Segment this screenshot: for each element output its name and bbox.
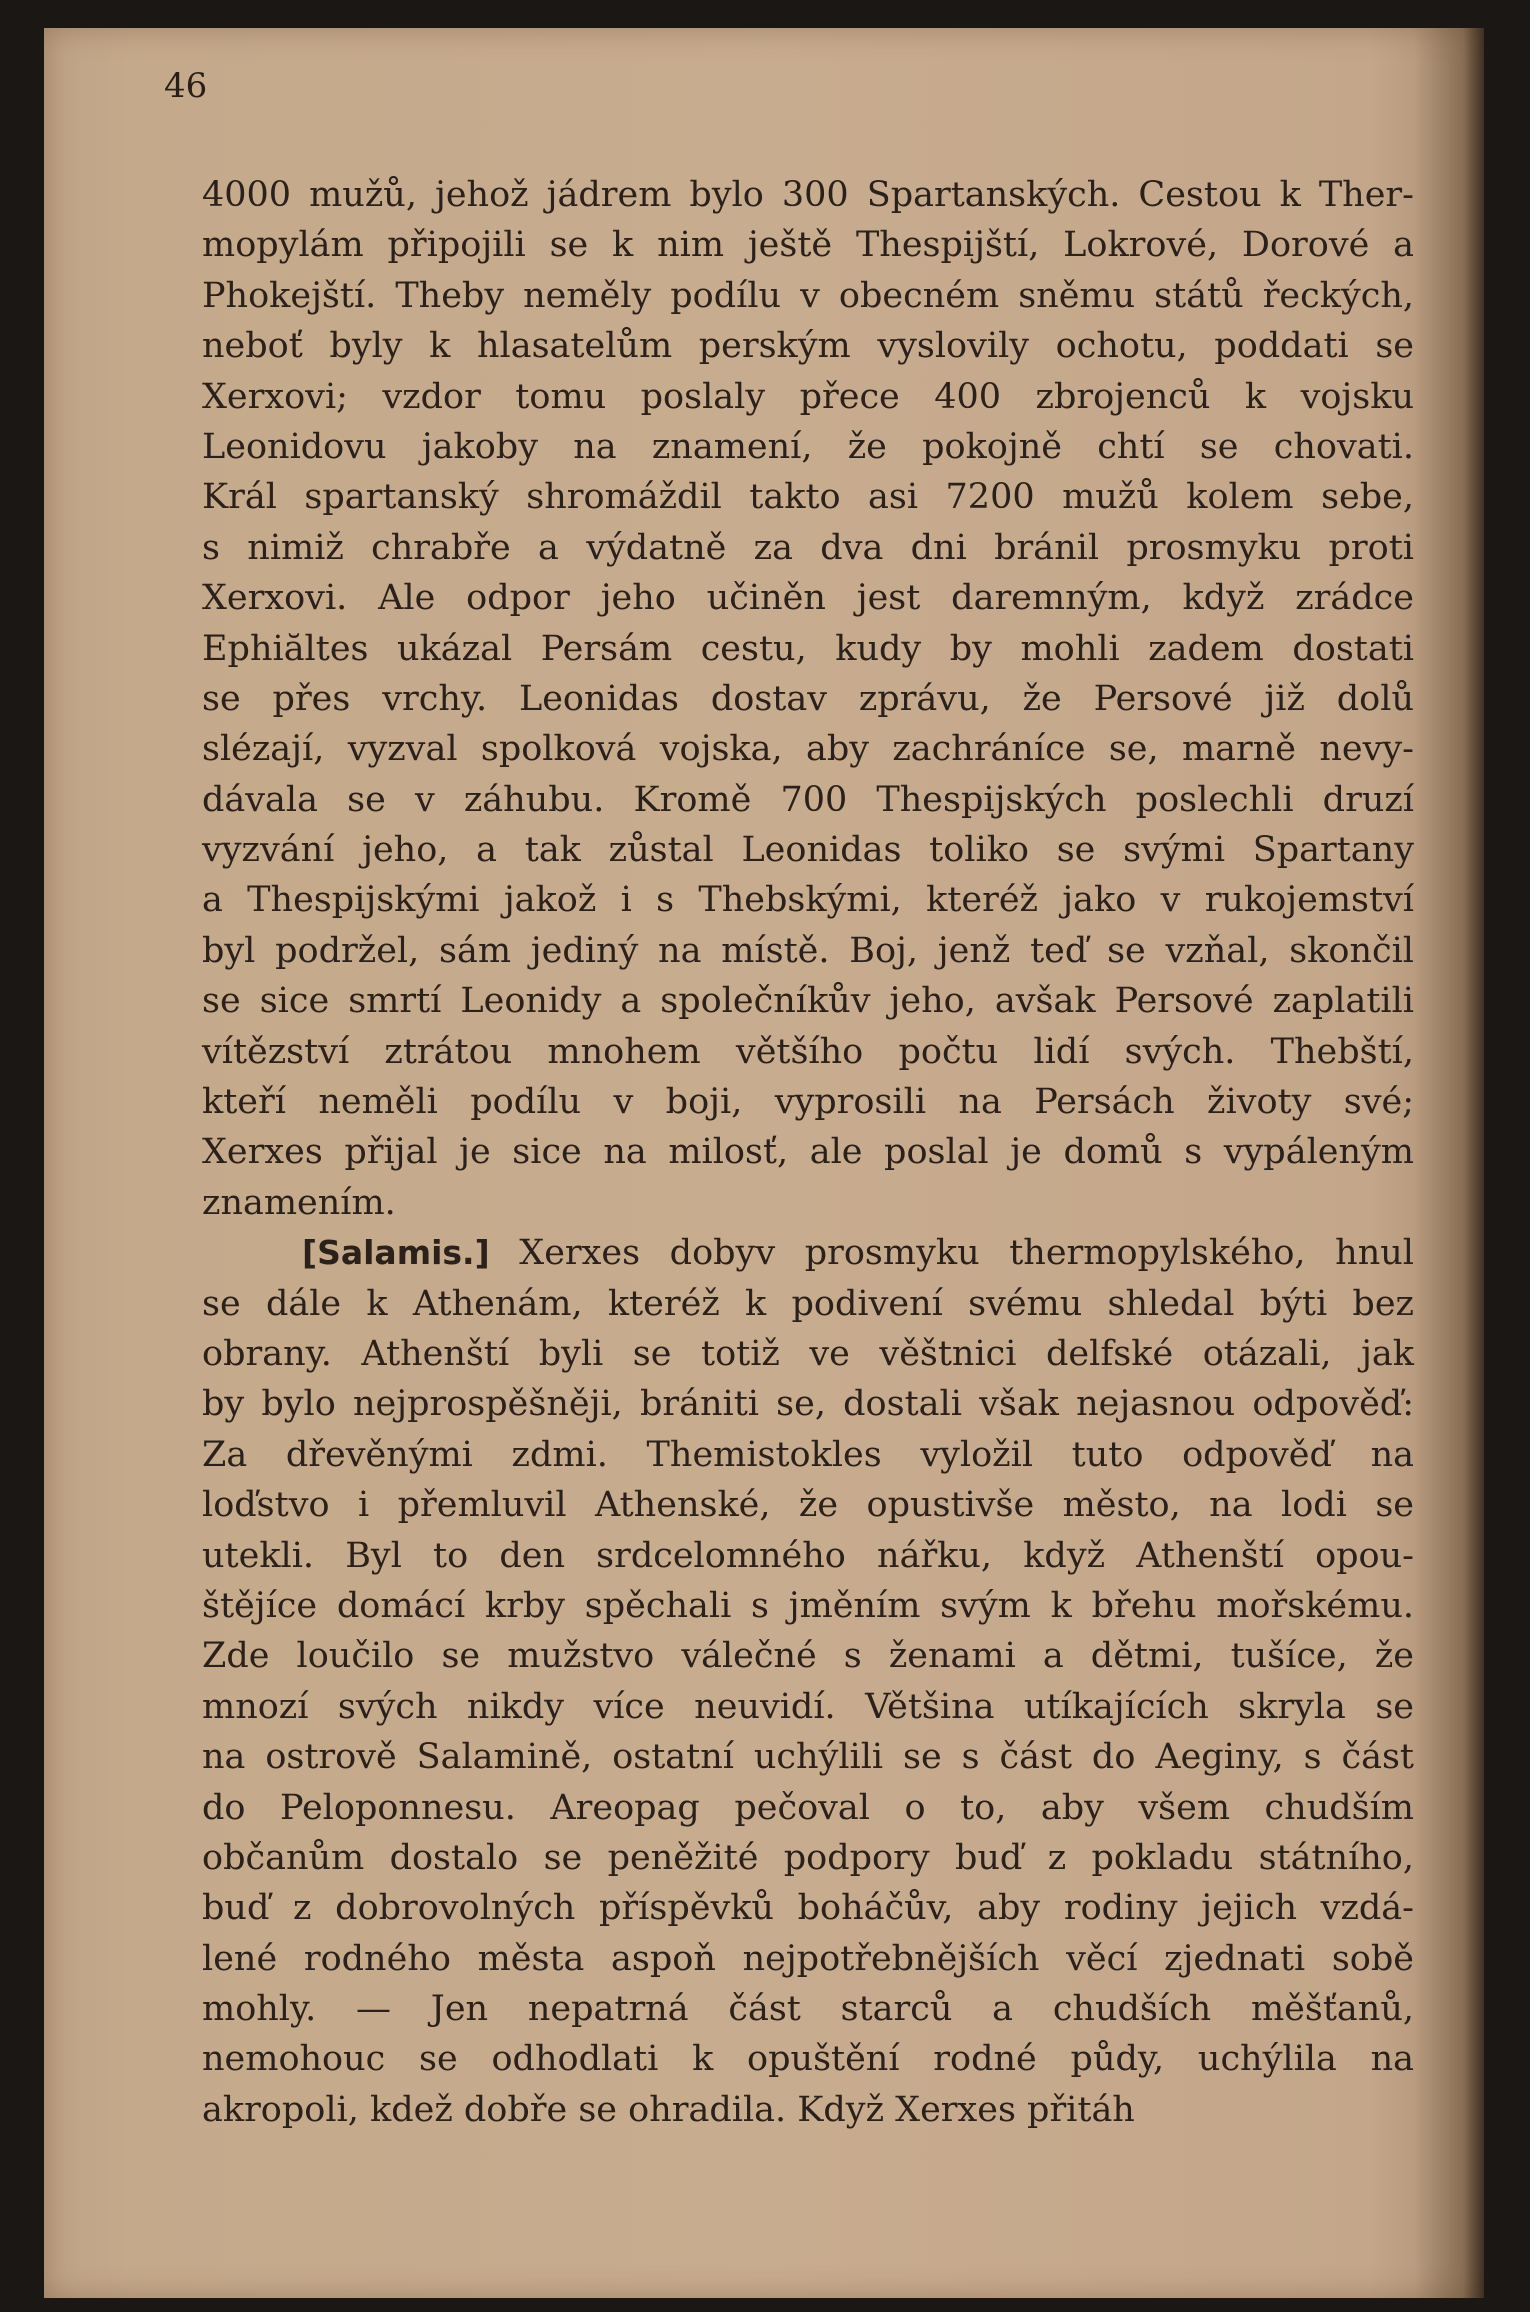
text-line: se dále k Athenám, kteréž k podivení svému shledal býti bez	[202, 1283, 1414, 1324]
text-line: Xerxovi. Ale odpor jeho učiněn jest daremným, když zrádce	[202, 578, 1414, 619]
text-line: Leonidovu jakoby na znamení, že pokojně chtí se chovati.	[202, 426, 1414, 467]
text-line: a Thespijskými jakož i s Thebskými, kteréž jako v rukojemství	[202, 880, 1414, 921]
paragraph-thermopylae	[202, 170, 1414, 1228]
text-line: mnozí svých nikdy více neuvidí. Většina utíkajících skryla se	[202, 1686, 1414, 1727]
text-line: Zde loučilo se mužstvo válečné s ženami a dětmi, tušíce, že	[202, 1636, 1414, 1677]
text-line: vyzvání jeho, a tak zůstal Leonidas toliko se svými Spartany	[202, 830, 1414, 871]
text-line: neboť byly k hlasatelům perským vyslovily ochotu, poddati se	[202, 326, 1414, 367]
text-line: Za dřevěnými zdmi. Themistokles vyložil tuto odpověď na	[202, 1434, 1414, 1475]
text-line: Xerxovi; vzdor tomu poslaly přece 400 zbrojenců k vojsku	[202, 376, 1414, 417]
text-line: nemohouc se odhodlati k opuštění rodné půdy, uchýlila na	[202, 2039, 1414, 2080]
text-line: buď z dobrovolných příspěvků boháčův, aby rodiny jejich vzdá-	[202, 1888, 1414, 1929]
text-line: mopylám připojili se k nim ještě Thespijští, Lokrové, Dorové a	[202, 225, 1414, 266]
text-line: do Peloponnesu. Areopag pečoval o to, aby všem chudším	[202, 1787, 1414, 1828]
text-line: štějíce domácí krby spěchali s jměním svým k břehu mořskému.	[202, 1585, 1414, 1626]
text-line: s nimiž chrabře a výdatně za dva dni bránil prosmyku proti	[202, 527, 1414, 568]
text-line: občanům dostalo se peněžité podpory buď z pokladu státního,	[202, 1837, 1414, 1878]
text-line: by bylo nejprospěšněji, brániti se, dostali však nejasnou odpověď:	[202, 1384, 1414, 1425]
text-line: vítězství ztrátou mnohem většího počtu lidí svých. Thebští,	[202, 1031, 1414, 1072]
section-sidenote: [Salamis.]	[302, 1233, 490, 1273]
spine-shadow	[1414, 28, 1484, 2298]
text-line: kteří neměli podílu v boji, vyprosili na Persách životy své;	[202, 1082, 1414, 1123]
text-line: dávala se v záhubu. Kromě 700 Thespijských poslechli druzí	[202, 779, 1414, 820]
section-first-line: Xerxes dobyv prosmyku thermopylského, hnul	[519, 1233, 1414, 1274]
text-line: Xerxes přijal je sice na milosť, ale poslal je domů s vypáleným	[202, 1132, 1414, 1173]
text-line: utekli. Byl to den srdcelomného nářku, když Athenští opou-	[202, 1535, 1414, 1576]
text-line: mohly. — Jen nepatrná část starců a chudších měšťanů,	[202, 1989, 1414, 2030]
text-line: loďstvo i přemluvil Athenské, že opustivše město, na lodi se	[202, 1485, 1414, 1526]
text-line: Král spartanský shromáždil takto asi 7200 mužů kolem sebe,	[202, 477, 1414, 518]
page-number: 46	[164, 66, 208, 106]
text-line: akropoli, kdež dobře se ohradila. Když Xerxes přitáh	[202, 2089, 1135, 2130]
text-line: obrany. Athenští byli se totiž ve věštnici delfské otázali, jak	[202, 1333, 1414, 1374]
text-line: slézají, vyzval spolková vojska, aby zachráníce se, marně nevy-	[202, 729, 1414, 770]
text-line: Ephiăltes ukázal Persám cestu, kudy by mohli zadem dostati	[202, 628, 1414, 669]
text-line	[202, 1228, 1414, 1278]
text-line: na ostrově Salamině, ostatní uchýlili se s část do Aeginy, s část	[202, 1737, 1414, 1778]
text-line: se sice smrtí Leonidy a společníkův jeho, avšak Persové zaplatili	[202, 981, 1414, 1022]
text-line: se přes vrchy. Leonidas dostav zprávu, že Persové již dolů	[202, 678, 1414, 719]
text-line: znamením.	[202, 1182, 396, 1223]
paragraph-salamis	[202, 1228, 1414, 2135]
text-line: 4000 mužů, jehož jádrem bylo 300 Spartanských. Cestou k Ther-	[202, 175, 1414, 215]
text-line: lené rodného města aspoň nejpotřebnějších věcí zjednati sobě	[202, 1938, 1414, 1979]
body-text	[202, 170, 1414, 2135]
text-line: Phokejští. Theby neměly podílu v obecném sněmu států řeckých,	[202, 275, 1414, 316]
text-line: byl podržel, sám jediný na místě. Boj, jenž teď se vzňal, skončil	[202, 930, 1414, 971]
